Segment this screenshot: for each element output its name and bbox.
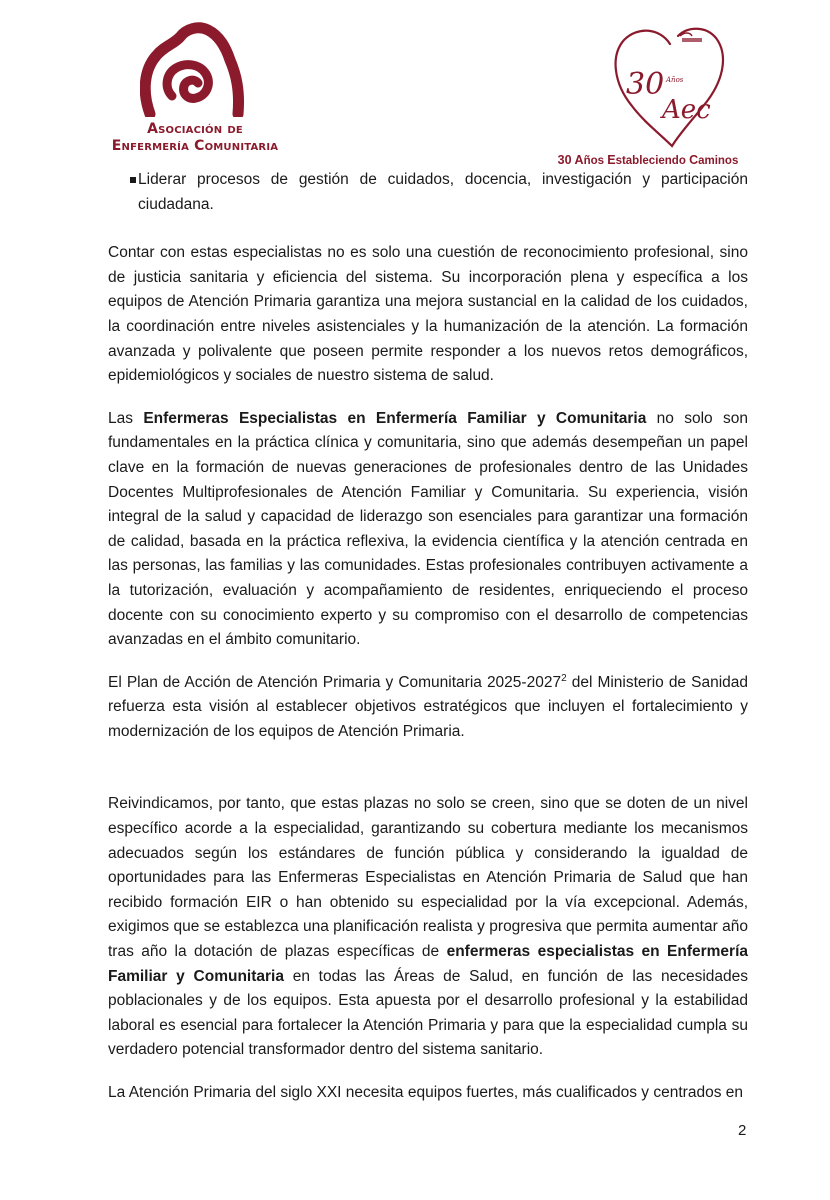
list-item: [108, 168, 748, 217]
spiral-emblem-icon: [140, 22, 245, 117]
footnote-ref: 2: [561, 672, 567, 684]
svg-text:Años: Años: [666, 76, 684, 84]
organization-name: [100, 121, 290, 155]
org-line-2: Enfermería Comunitaria: [111, 138, 279, 154]
aec-logo: [100, 22, 290, 157]
document-body: [108, 168, 748, 1124]
square-bullet-icon: [130, 177, 136, 183]
svg-text:Aec: Aec: [662, 95, 711, 125]
bullet-text: Liderar procesos de gestión de cuidados, docencia, investigación y participación ciudadana.: [138, 171, 748, 213]
heart-anniversary-icon: [608, 22, 733, 150]
paragraph-3: El Plan de Acción de Atención Primaria y Comunitaria 2025-2027$^2$ del Ministerio de Sanidad refuerza esta visión al establecer objetivos estratégicos que incluyen el fortalecimiento y modernización de los equipos de Atención Primaria.: [108, 672, 748, 740]
anniversary-logo: [548, 22, 748, 172]
paragraph-4: Reivindicamos, por tanto, que estas plazas no solo se creen, sino que se doten de un nivel específico acorde a la especialidad, garantizando su cobertura mediante los mecanismos adecuados según los estándares de función pública y considerando la igualdad de oportunidades para las Enfermeras Especialistas en Atención Primaria de Salud que han recibido formación EIR o han obtenido su especialidad por la vía excepcional. Además, exigimos que se establezca una planificación realista y progresiva que permita aumentar año tras año la dotación de plazas específicas de enfermeras especialistas en Enfermería Familiar y Comunitaria en todas las Áreas de Salud, en función de las necesidades poblacionales y de los equipos. Esta apuesta por el desarrollo profesional y la estabilidad laboral es esencial para fortalecer la Atención Primaria y para que la especialidad cumpla su verdadero potencial transformador dentro del sistema sanitario.: [108, 795, 749, 1059]
page-number: 2: [738, 1122, 747, 1139]
paragraph-2: Las Enfermeras Especialistas en Enfermería Familiar y Comunitaria no solo son fundamentales en la práctica clínica y comunitaria, sino que además desempeñan un papel clave en la formación de nuevas generaciones de profesionales dentro de las Unidades Docentes Multiprofesionales de Atención Familiar y Comunitaria. Su experiencia, visión integral de la salud y capacidad de liderazgo son esenciales para garantizar una formación de calidad, basada en la práctica reflexiva, la evidencia científica y la atención centrada en las personas, las familias y las comunidades. Estas profesionales contribuyen activamente a la tutorización, evaluación y acompañamiento de residentes, enriqueciendo el proceso docente con su conocimiento experto y su compromiso con el desarrollo de competencias avanzadas en el ámbito comunitario.: [108, 409, 748, 649]
org-line-1: Asociación de: [147, 121, 243, 137]
svg-text:30: 30: [626, 67, 665, 102]
paragraph-5: La Atención Primaria del siglo XXI necesita equipos fuertes, más cualificados y centrados en: [108, 1084, 743, 1101]
bold-emphasis: Enfermeras Especialistas en Enfermería Familiar y Comunitaria: [143, 409, 647, 427]
anniversary-tagline: 30 Años Estableciendo Caminos: [557, 153, 739, 167]
paragraph-1: Contar con estas especialistas no es solo una cuestión de reconocimiento profesional, sino de justicia sanitaria y eficiencia del sistema. Su incorporación plena y específica a los equipos de Atención Primaria garantiza una mejora sustancial en la calidad de los cuidados, la coordinación entre niveles asistenciales y la humanización de la atención. La formación avanzada y polivalente que poseen permite responder a los nuevos retos demográficos, epidemiológicos y sociales de nuestro sistema de salud.: [108, 244, 748, 385]
bold-emphasis: enfermeras especialistas en Enfermería Familiar y Comunitaria: [108, 943, 749, 985]
